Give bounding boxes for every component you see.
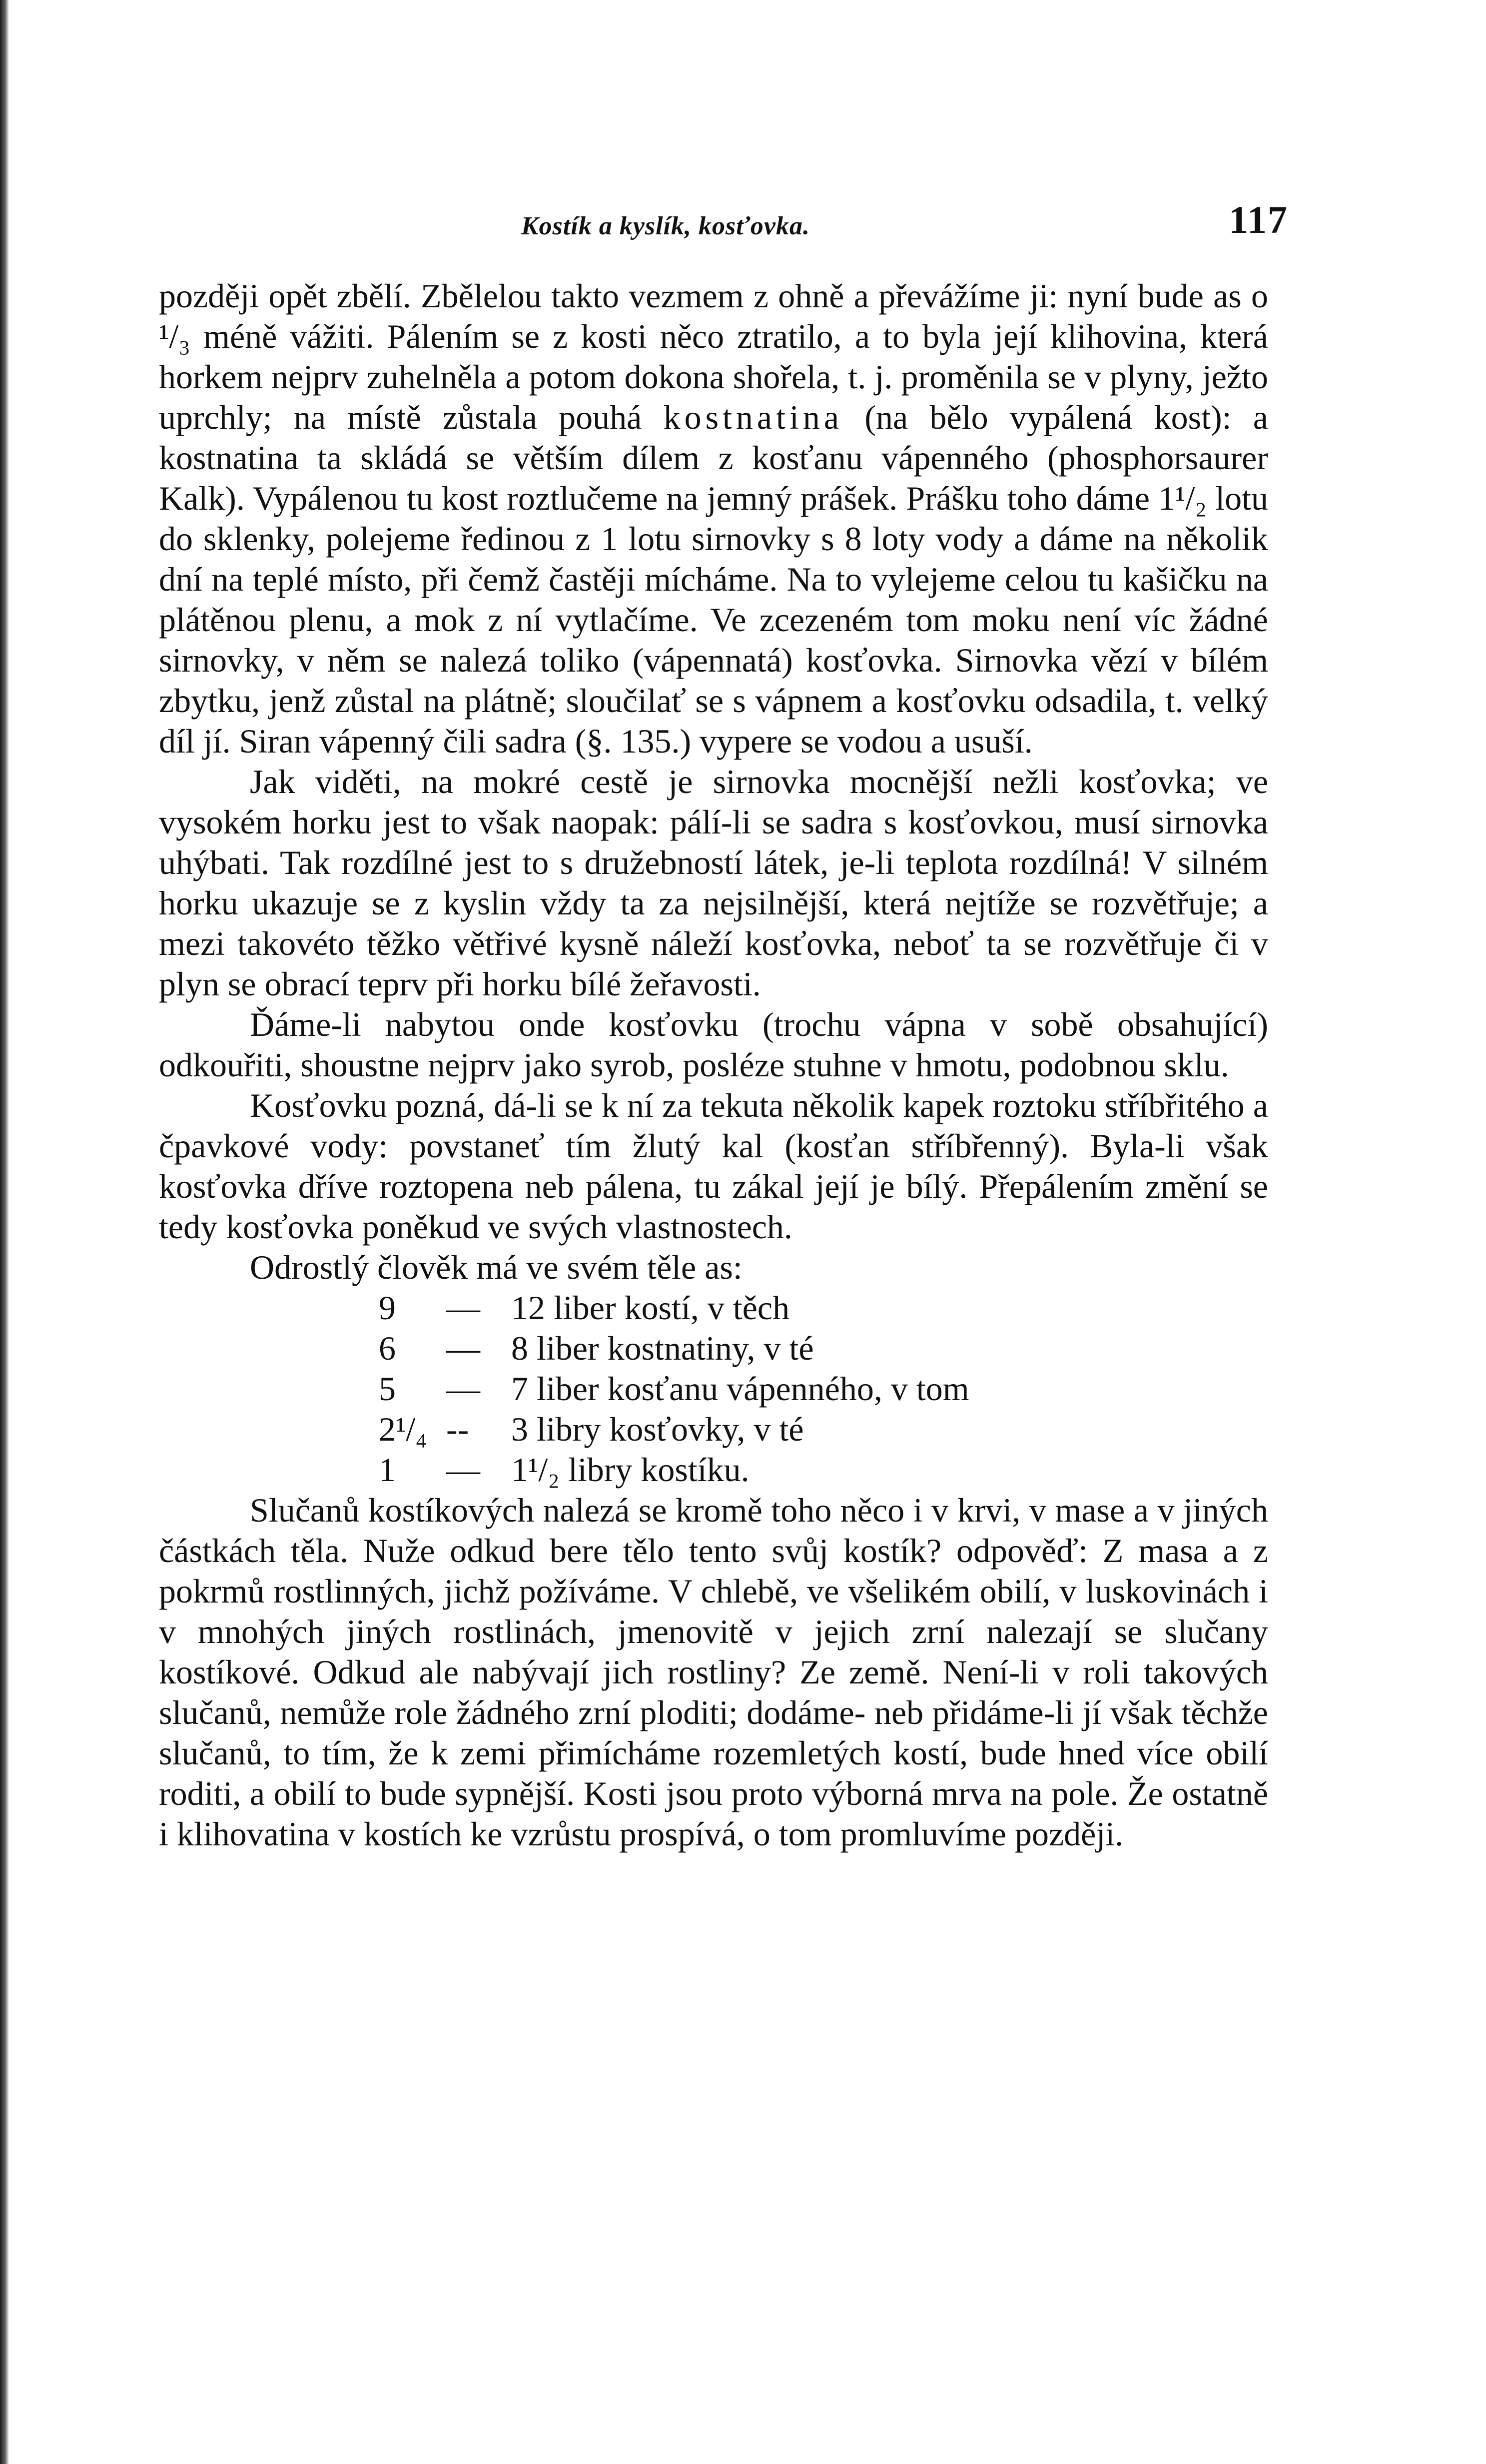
paragraph-6: Slučanů kostíkových nalezá se kromě toho něco i v krvi, v mase a v jiných částkách těla. Nuže odkud bere tělo tento svůj kostík? odpověď: Z masa a z pokrmů rostlinných, jichž požíváme. V chlebě, ve všelikém obilí, v luskovinách i v mnohých jiných rostlinách, jmenovitě v jejich zrní nalezají se slučany kostíkové. Odkud ale nabývají jich rostliny? Ze země. Není-li v roli takových slučanů, nemůže role žádného zrní ploditi; dodáme- neb přidáme-li jí však těchže slučanů, to tím, že k zemi přimícháme rozemletých kostí, bude hned více obilí roditi, a obilí to bude sypnější. Kosti jsou proto výborná mrva na pole. Že ostatně i klihovatina v kostích ke vzrůstu prospívá, o tom promluvíme později. [159, 1491, 1268, 1853]
composition-dash: — [446, 1289, 480, 1327]
page-number: 117 [1229, 198, 1288, 241]
composition-detail: 8 liber kostnatiny, v té [511, 1329, 814, 1367]
paragraph-1-end: (na bělo vypálená kost): a kostnatina ta skládá se větším dílem z kosťanu vápenného (phosphorsaurer Kalk). Vypálenou tu kost roztlučeme na jemný prášek. Prášku toho dáme 1¹/₂ lotu do sklenky, polejeme ředinou z 1 lotu sirnovky s 8 loty vody a dáme na několik dní na teplé místo, při čemž častěji mícháme. Na to vylejeme celou tu kašičku na plátěnou plenu, a mok z ní vytlačíme. Ve zcezeném tom moku není víc žádné sirnovky, v něm se nalezá toliko (vápennatá) kosťovka. Sirnovka vězí v bílém zbytku, jenž zůstal na plátně; sloučilať se s vápnem a kosťovku odsadila, t. velký díl jí. Siran vápenný čili sadra (§. 135.) vypere se vodou a usuší. [159, 398, 1268, 760]
composition-dash: — [446, 1329, 480, 1367]
page-header [159, 197, 1303, 252]
emphasized-term: kostnatina [663, 398, 843, 436]
paragraph-3: Ďáme-li nabytou onde kosťovku (trochu vápna v sobě obsahující) odkouřiti, shoustne nejprv jako syrob, posléze stuhne v hmotu, podobnou sklu. [159, 1005, 1268, 1084]
composition-amount: 9 [379, 1289, 396, 1327]
running-head: Kostík a kyslík, kosťovka. [521, 212, 810, 240]
paragraph-5: Odrostlý člověk má ve svém těle as: [250, 1248, 743, 1286]
composition-amount: 1 [379, 1451, 396, 1489]
composition-dash: — [446, 1370, 480, 1408]
composition-dash: -- [446, 1410, 469, 1448]
composition-detail: 12 liber kostí, v těch [511, 1289, 790, 1327]
composition-detail: 3 libry kosťovky, v té [511, 1410, 804, 1448]
page-edge-shadow [0, 0, 9, 2464]
composition-row [159, 1369, 1268, 1409]
composition-row [159, 1288, 1268, 1328]
composition-dash: — [446, 1451, 480, 1489]
composition-amount: 5 [379, 1370, 396, 1408]
paragraph-2: Jak viděti, na mokré cestě je sirnovka mocnější nežli kosťovka; ve vysokém horku jest to však naopak: pálí-li se sadra s kosťovkou, musí sirnovka uhýbati. Tak rozdílné jest to s družebností látek, je-li teplota rozdílná! V silném horku ukazuje se z kyslin vždy ta za nejsilnější, která nejtíže se rozvětřuje; a mezi takovéto těžko větřivé kysně náleží kosťovka, neboť ta se rozvětřuje či v plyn se obrací teprv při horku bílé žeřavosti. [159, 763, 1268, 1003]
composition-detail: 1¹/₂ libry kostíku. [511, 1451, 749, 1489]
composition-amount: 6 [379, 1329, 396, 1367]
composition-detail: 7 liber kosťanu vápenného, v tom [511, 1370, 969, 1408]
body-text [159, 276, 1268, 1854]
composition-row [159, 1450, 1268, 1490]
paragraph-1-start: později opět zbělí. Zbělelou takto vezmem z ohně a převážíme ji: nyní bude as o ¹/₃ méně vážiti. Pálením se z kosti něco ztratilo, a to byla její klihovina, která horkem nejprv zuhelněla a potom dokona shořela, t. j. proměnila se v plyny, ježto uprchly; na místě zůstala pouhá [159, 277, 1268, 436]
composition-row [159, 1328, 1268, 1369]
composition-row [159, 1409, 1268, 1450]
composition-amount: 2¹/₄ [379, 1410, 427, 1448]
body-composition-list [159, 1288, 1268, 1490]
paragraph-1 [159, 276, 1268, 762]
paragraph-4: Kosťovku pozná, dá-li se k ní za tekuta několik kapek roztoku stříbřitého a čpavkové vody: povstaneť tím žlutý kal (kosťan stříbřenný). Byla-li však kosťovka dříve roztopena neb pálena, tu zákal její je bílý. Přepálením změní se tedy kosťovka poněkud ve svých vlastnostech. [159, 1086, 1268, 1246]
